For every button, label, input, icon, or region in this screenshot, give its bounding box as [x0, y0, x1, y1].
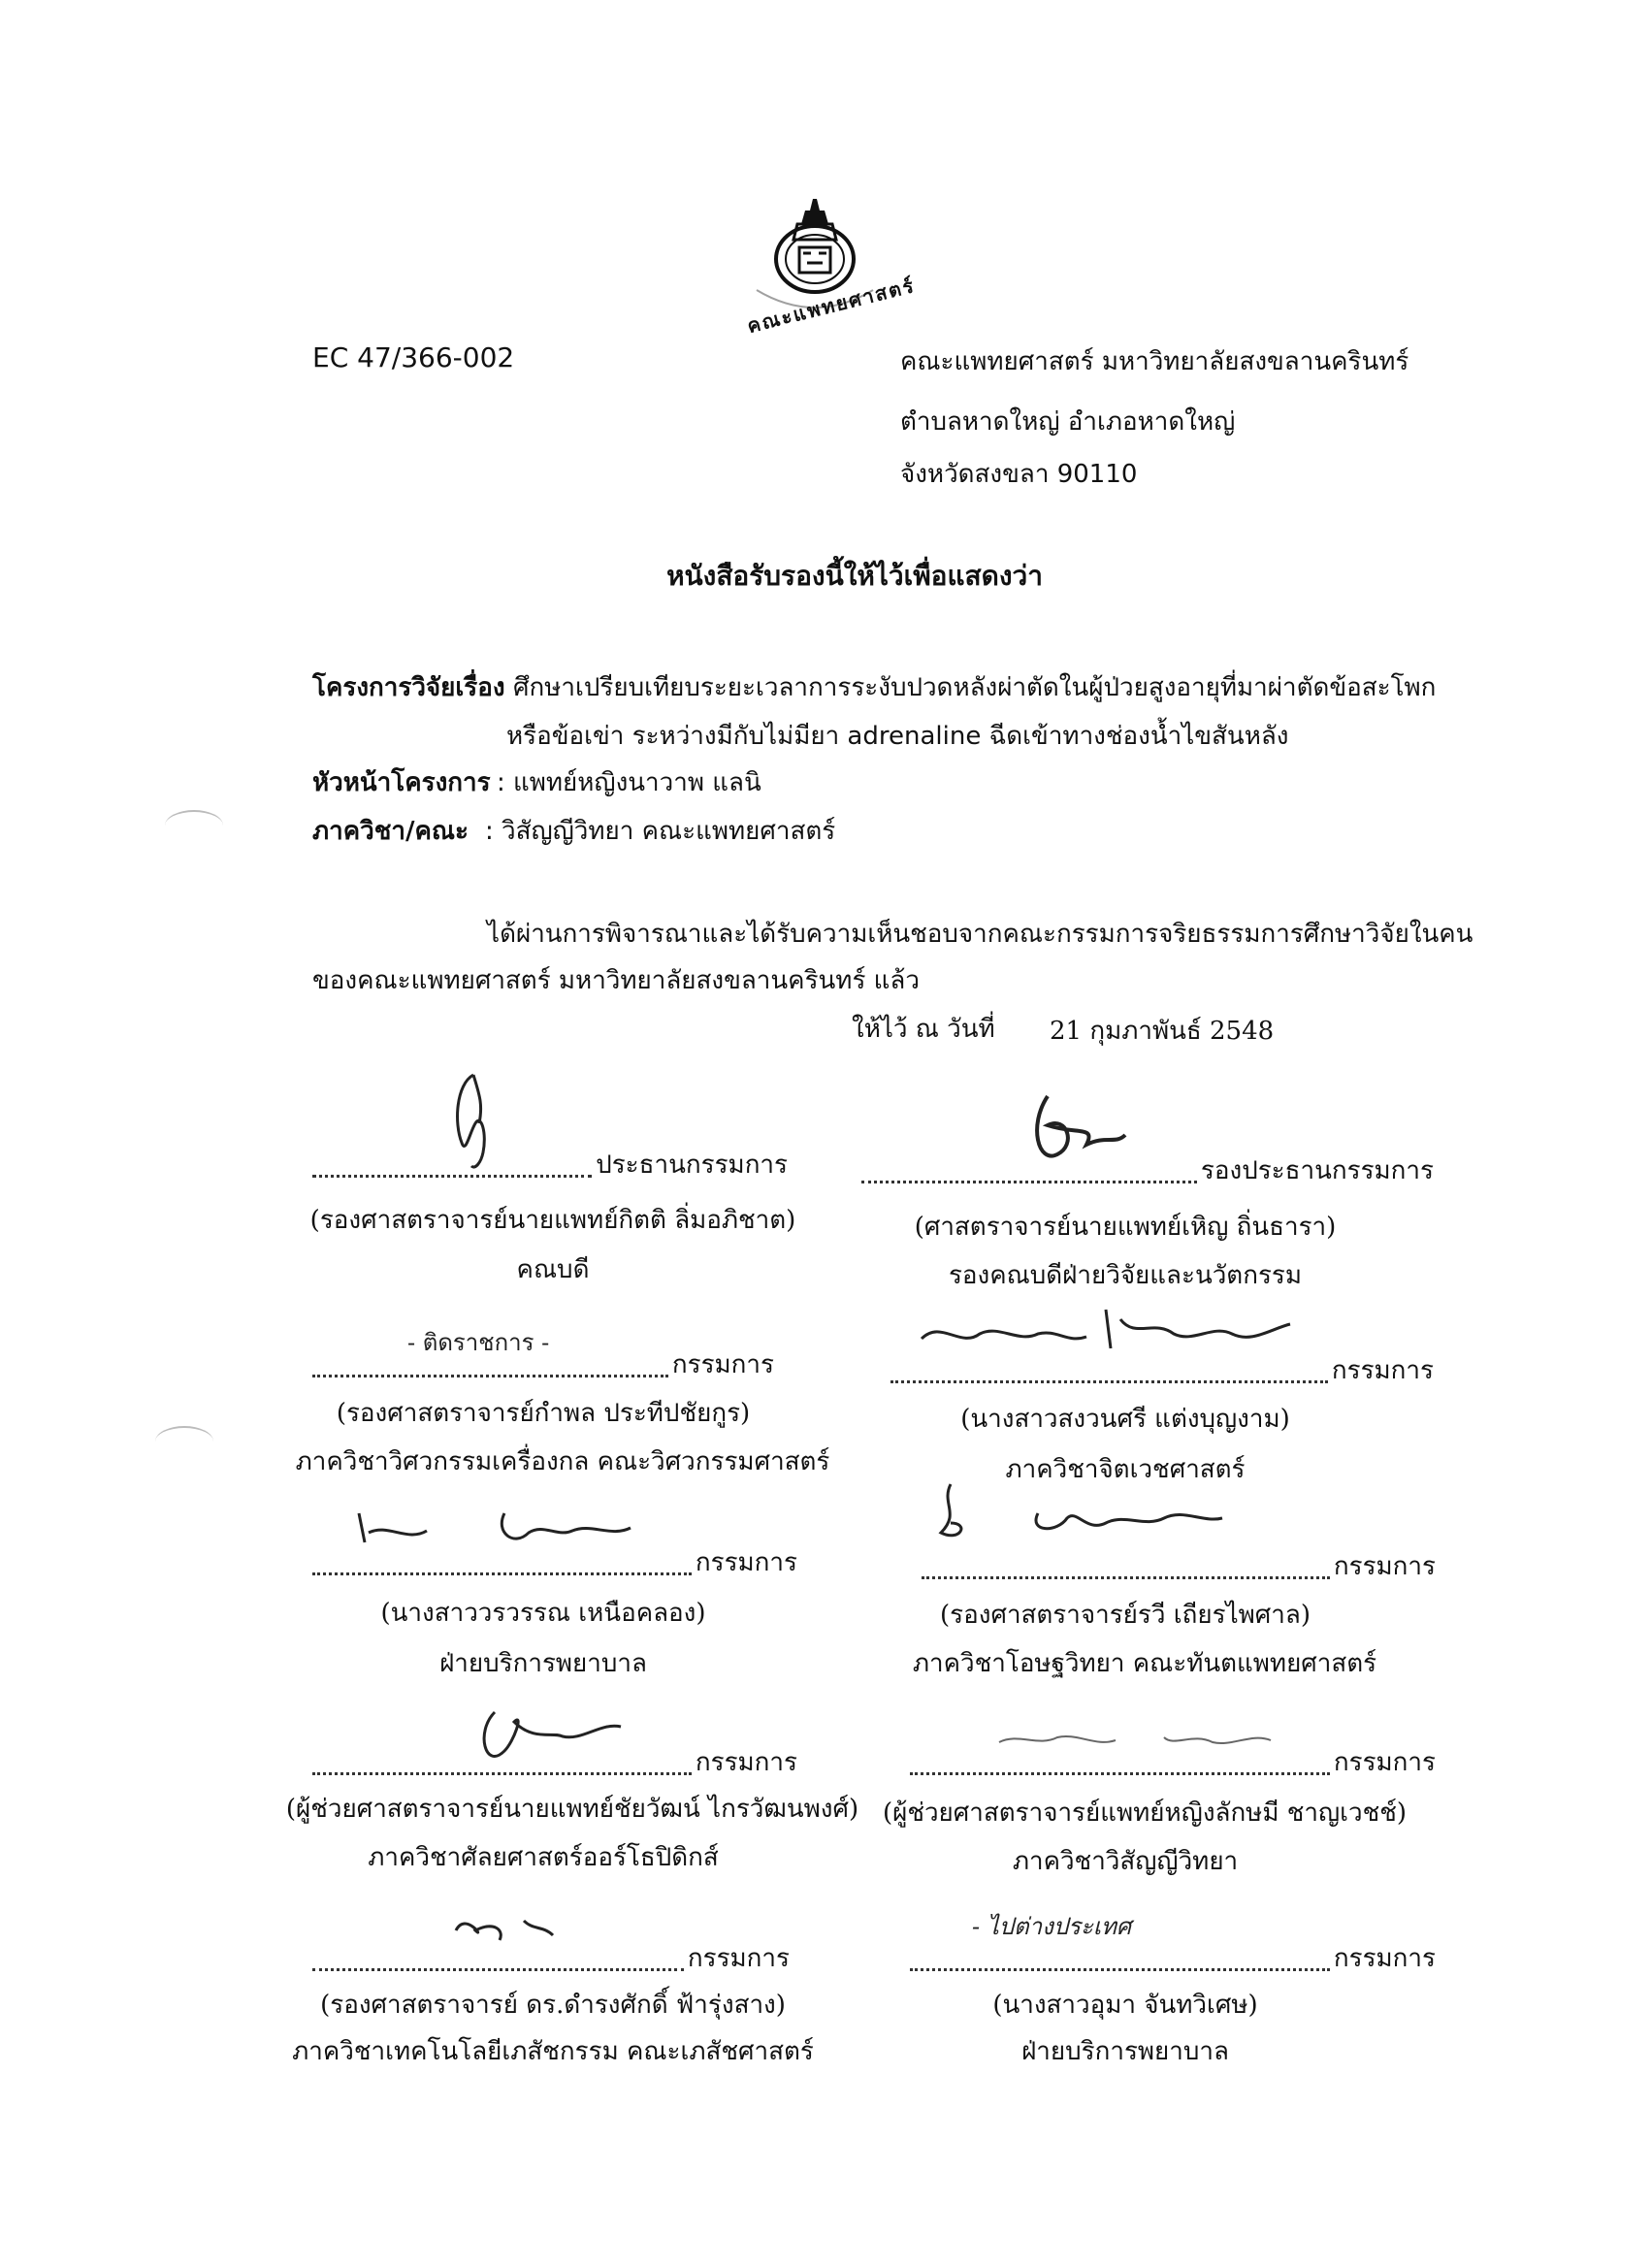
department-value: : วิสัญญีวิทยา คณะแพทยศาสตร์: [485, 817, 836, 846]
signature-line: [312, 1742, 797, 1782]
signatory-role: กรรมการ: [687, 1944, 790, 1973]
signatory-position: ภาควิชาเทคโนโลยีเภสัชกรรม คณะเภสัชศาสตร์: [292, 2037, 814, 2066]
signatory-name: (รองศาสตราจารย์กำพล ประทีปชัยกูร): [336, 1399, 751, 1428]
signatory-role: รองประธานกรรมการ: [1200, 1156, 1434, 1185]
signature-line: [910, 1938, 1436, 1978]
address-line: ตำบลหาดใหญ่ อำเภอหาดใหญ่: [900, 407, 1236, 437]
signatory-role: ประธานกรรมการ: [596, 1150, 788, 1180]
signatory-position: ภาควิชาโอษฐวิทยา คณะทันตแพทยศาสตร์: [912, 1649, 1377, 1678]
signatory-role: กรรมการ: [695, 1748, 797, 1777]
signatory-role: กรรมการ: [1333, 1552, 1436, 1581]
signatory-position: ภาควิชาจิตเวชศาสตร์: [1005, 1455, 1246, 1484]
signatory-name: (ศาสตราจารย์นายแพทย์เหิญ ถิ่นธารา): [914, 1213, 1337, 1242]
signatory-role: กรรมการ: [671, 1350, 774, 1379]
signatory-name: (นางสาวสงวนศรี แต่งบุญงาม): [960, 1405, 1290, 1434]
signatory-name: (ผู้ช่วยศาสตราจารย์แพทย์หญิงลักษมี ชาญเวชช์): [882, 1798, 1408, 1828]
signature-line: [312, 1938, 790, 1978]
signature-line: [890, 1350, 1434, 1390]
address-line: จังหวัดสงขลา 90110: [900, 460, 1138, 489]
signatory-name: (รองศาสตราจารย์ ดร.ดำรงศักดิ์ ฟ้ารุ่งสาง): [320, 1991, 786, 2020]
signatory-name: (ผู้ช่วยศาสตราจารย์นายแพทย์ชัยวัฒน์ ไกรวัฒนพงศ์): [285, 1795, 859, 1824]
lead-value: : แพทย์หญิงนาวาพ แลนิ: [497, 768, 761, 797]
given-date: 21 กุมภาพันธ์ 2548: [1050, 1017, 1275, 1046]
signature-line: [312, 1145, 788, 1184]
signatory-role: กรรมการ: [1331, 1356, 1434, 1385]
signature-line: [312, 1542, 797, 1582]
seal-text: คณะแพทยศาสตร์: [744, 273, 918, 339]
project-label: โครงการวิจัยเรื่อง: [312, 673, 505, 702]
approval-statement: ได้ผ่านการพิจารณาและได้รับความเห็นชอบจากคณะกรรมการจริยธรรมการศึกษาวิจัยในคน: [487, 920, 1473, 949]
signature-line: [861, 1150, 1434, 1190]
signature-line: [312, 1345, 774, 1384]
signatory-position: ภาควิชาวิสัญญีวิทยา: [1012, 1847, 1239, 1876]
faculty-seal: [728, 189, 918, 339]
signatory-position: ฝ่ายบริการพยาบาล: [1021, 2037, 1229, 2066]
signatory-role: กรรมการ: [1333, 1944, 1436, 1973]
signatory-position: คณบดี: [516, 1255, 590, 1284]
reference-number: EC 47/366-002: [312, 341, 515, 373]
given-date-label: ให้ไว้ ณ วันที่: [852, 1015, 995, 1044]
address-line: คณะแพทยศาสตร์ มหาวิทยาลัยสงขลานครินทร์: [900, 347, 1409, 376]
signature-note: - ติดราชการ -: [407, 1329, 550, 1356]
signatory-name: (รองศาสตราจารย์รวี เถียรไพศาล): [940, 1601, 1311, 1630]
signatory-name: (นางสาววรวรรณ เหนือคลอง): [380, 1599, 706, 1628]
signatory-position: ภาควิชาศัลยศาสตร์ออร์โธปิดิกส์: [368, 1843, 719, 1872]
signatory-name: (นางสาวอุมา จันทวิเศษ): [992, 1991, 1258, 2020]
signatory-position: รองคณบดีฝ่ายวิจัยและนวัตกรรม: [948, 1261, 1303, 1290]
signature-line: [910, 1742, 1436, 1782]
lead-label: หัวหน้าโครงการ: [312, 768, 491, 797]
signatory-position: ภาควิชาวิศวกรรมเครื่องกล คณะวิศวกรรมศาสตร์: [295, 1447, 830, 1476]
approval-statement-continued: ของคณะแพทยศาสตร์ มหาวิทยาลัยสงขลานครินทร์ แล้ว: [312, 966, 920, 995]
signatory-name: (รองศาสตราจารย์นายแพทย์กิตติ ลิ่มอภิชาต): [309, 1206, 796, 1235]
scan-mark: [155, 1426, 213, 1457]
signatory-role: กรรมการ: [695, 1548, 797, 1577]
signature-line: [922, 1546, 1436, 1586]
signature-note: - ไปต่างประเทศ: [972, 1913, 1132, 1940]
department-label: ภาควิชา/คณะ: [312, 817, 469, 846]
project-title-continued: หรือข้อเข่า ระหว่างมีกับไม่มียา adrenaline ฉีดเข้าทางช่องน้ำไขสันหลัง: [506, 722, 1289, 751]
signatory-role: กรรมการ: [1333, 1748, 1436, 1777]
signatory-position: ฝ่ายบริการพยาบาล: [439, 1649, 647, 1678]
scan-mark: [165, 810, 223, 841]
certificate-title: หนังสือรับรองนี้ให้ไว้เพื่อแสดงว่า: [666, 560, 1043, 592]
project-title: : ศึกษาเปรียบเทียบระยะเวลาการระงับปวดหลังผ่าตัดในผู้ป่วยสูงอายุที่มาผ่าตัดข้อสะโพก: [497, 673, 1437, 702]
